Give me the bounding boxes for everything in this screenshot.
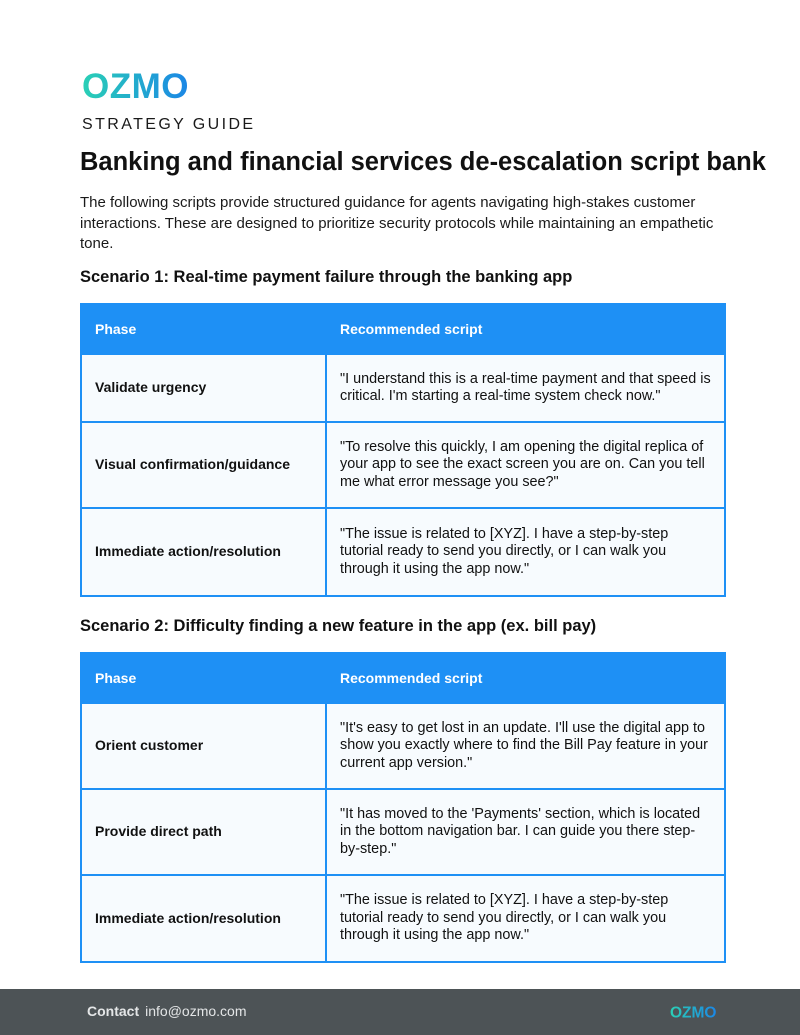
scenario-1-heading: Scenario 1: Real-time payment failure through the banking app — [80, 268, 573, 286]
column-header-phase: Phase — [81, 653, 326, 703]
script-cell: "To resolve this quickly, I am opening the digital replica of your app to see the exact screen you are on. Can you tell me what error message you see?" — [326, 422, 725, 508]
phase-cell: Provide direct path — [81, 789, 326, 875]
script-cell: "It's easy to get lost in an update. I'll use the digital app to show you exactly where to find the Bill Pay feature in your current app version." — [326, 703, 725, 789]
phase-cell: Immediate action/resolution — [81, 875, 326, 962]
phase-cell: Visual confirmation/guidance — [81, 422, 326, 508]
footer-ozmo-logo — [670, 1004, 722, 1025]
footer-contact — [87, 1003, 246, 1019]
table-row — [81, 422, 725, 508]
column-header-phase: Phase — [81, 304, 326, 354]
table-row — [81, 508, 725, 596]
table-row — [81, 354, 725, 422]
phase-cell: Orient customer — [81, 703, 326, 789]
table-row — [81, 875, 725, 962]
logo-text: OZMO — [82, 68, 189, 104]
script-cell: "I understand this is a real-time payment and that speed is critical. I'm starting a real-time system check now." — [326, 354, 725, 422]
script-cell: "The issue is related to [XYZ]. I have a step-by-step tutorial ready to send you directly, or I can walk you through it using the app now." — [326, 875, 725, 962]
contact-email[interactable]: info@ozmo.com — [145, 1003, 247, 1019]
document-eyebrow: STRATEGY GUIDE — [82, 116, 256, 133]
table-header-row — [81, 653, 725, 703]
footer-logo-text: OZMO — [670, 1004, 717, 1020]
table-row — [81, 789, 725, 875]
scenario-1-table — [80, 303, 726, 597]
table-header-row — [81, 304, 725, 354]
phase-cell: Immediate action/resolution — [81, 508, 326, 596]
intro-paragraph: The following scripts provide structured guidance for agents navigating high-stakes customer interactions. These are designed to prioritize security protocols while maintaining an empathetic tone. — [80, 194, 714, 252]
scenario-2-table — [80, 652, 726, 963]
script-cell: "It has moved to the 'Payments' section, which is located in the bottom navigation bar. I can guide you there step-by-step." — [326, 789, 725, 875]
script-cell: "The issue is related to [XYZ]. I have a step-by-step tutorial ready to send you directly, or I can walk you through it using the app now." — [326, 508, 725, 596]
column-header-script: Recommended script — [326, 653, 725, 703]
scenario-2-heading: Scenario 2: Difficulty finding a new feature in the app (ex. bill pay) — [80, 617, 597, 635]
ozmo-logo — [82, 68, 200, 104]
column-header-script: Recommended script — [326, 304, 725, 354]
page-footer — [0, 989, 800, 1035]
page-title: Banking and financial services de-escalation script bank — [80, 148, 766, 176]
table-row — [81, 703, 725, 789]
contact-label: Contact — [87, 1003, 140, 1019]
phase-cell: Validate urgency — [81, 354, 326, 422]
